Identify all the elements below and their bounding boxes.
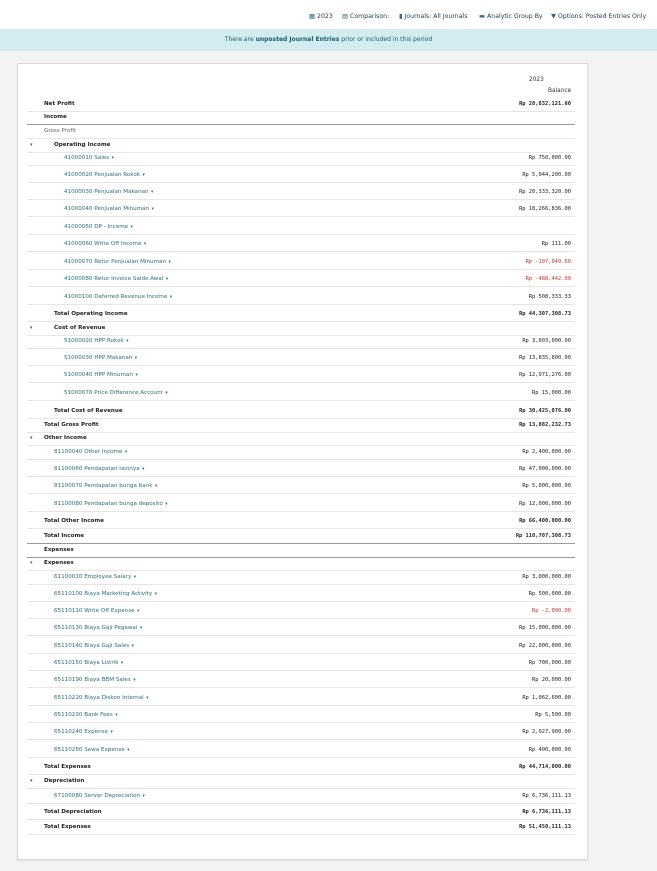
- row-balance: Rp 20,333,320.00: [519, 189, 571, 195]
- row-label[interactable]: 65110240 Expense ▾: [54, 729, 113, 735]
- account-dropdown-icon[interactable]: ▾: [129, 225, 133, 230]
- row-balance: Rp 22,000,000.00: [519, 643, 571, 649]
- row-balance: Rp 15,000,000.00: [519, 625, 571, 631]
- row-label[interactable]: 51000030 HPP Makanan ▾: [64, 355, 138, 361]
- report-row[interactable]: [27, 220, 575, 235]
- row-balance: Rp 6,736,111.13: [522, 793, 571, 799]
- options-filter-label: Options: Posted Entries Only: [557, 13, 647, 20]
- report-row[interactable]: [27, 368, 575, 383]
- row-balance: Rp 44,714,000.00: [519, 764, 571, 770]
- comparison-filter-label: Comparison:: [350, 13, 390, 20]
- account-dropdown-icon[interactable]: ▾: [141, 173, 145, 178]
- collapse-caret-icon[interactable]: ▾: [30, 778, 33, 784]
- row-balance: Rp 47,000,000.00: [519, 466, 571, 472]
- row-label[interactable]: 65110230 Bank Fees ▾: [54, 712, 118, 718]
- toolbar: [0, 0, 657, 29]
- report-row[interactable]: [27, 708, 575, 723]
- report-row: [27, 307, 575, 322]
- account-dropdown-icon[interactable]: ▾: [144, 696, 149, 701]
- report-row: [27, 529, 575, 544]
- row-label[interactable]: 65110140 Biaya Gaji Sales ▾: [54, 643, 134, 649]
- comparison-filter-button[interactable]: [342, 12, 389, 20]
- row-balance: Rp 5,000,000.00: [522, 483, 571, 489]
- account-dropdown-icon[interactable]: ▾: [149, 190, 154, 195]
- row-balance: Rp 18,266,836.00: [519, 206, 571, 212]
- row-label: Gross Profit: [44, 128, 77, 134]
- account-dropdown-icon[interactable]: ▾: [109, 730, 113, 735]
- report-row[interactable]: [27, 462, 575, 477]
- row-label: Total Depreciation: [44, 809, 102, 815]
- account-dropdown-icon[interactable]: ▾: [141, 794, 145, 799]
- row-balance: Rp 110,707,308.73: [515, 533, 571, 539]
- row-label[interactable]: 41000080 Retur Invoice Saldo Awal ▾: [64, 276, 169, 282]
- row-label: Net Profit: [44, 101, 75, 107]
- report-row[interactable]: [27, 570, 575, 585]
- row-label[interactable]: 65110110 Write Off Expense ▾: [54, 608, 140, 614]
- row-label[interactable]: 81100070 Pendapatan bunga bank ▾: [54, 483, 158, 489]
- row-label: Total Gross Profit: [44, 422, 99, 428]
- calendar-icon: ▦: [309, 12, 316, 20]
- row-balance: Rp 13,835,800.00: [519, 355, 571, 361]
- report-row[interactable]: [27, 151, 575, 166]
- row-balance: Rp 2,027,900.00: [522, 729, 571, 735]
- row-balance: Rp 15,000.00: [532, 390, 571, 396]
- row-balance: Rp 30,425,076.00: [519, 408, 571, 414]
- row-label: Operating Income: [54, 142, 111, 148]
- row-label: Expenses: [44, 547, 74, 553]
- row-balance: Rp 20,000.00: [532, 677, 571, 683]
- report-row: [27, 774, 575, 789]
- row-balance: Rp 3,603,000.00: [522, 338, 571, 344]
- row-balance: Rp 400,000.00: [528, 747, 571, 753]
- report-row[interactable]: [27, 272, 575, 287]
- account-dropdown-icon[interactable]: ▾: [168, 295, 173, 300]
- account-dropdown-icon[interactable]: ▾: [140, 467, 145, 472]
- account-dropdown-icon[interactable]: ▾: [167, 260, 171, 265]
- row-balance: Rp 12,971,276.00: [519, 372, 571, 378]
- row-balance: Rp 5,500.00: [535, 712, 571, 718]
- account-dropdown-icon[interactable]: ▾: [110, 156, 114, 161]
- row-label[interactable]: 41000070 Retur Penjualan Minuman ▾: [64, 259, 171, 265]
- report-row: [27, 556, 575, 571]
- row-label[interactable]: 51000070 Price Difference Account ▾: [64, 390, 168, 396]
- account-dropdown-icon[interactable]: ▾: [125, 748, 130, 753]
- report-row: [27, 514, 575, 529]
- row-balance: Rp -2,000.00: [532, 608, 571, 614]
- row-balance: Rp 700,000.00: [528, 660, 571, 666]
- report-row[interactable]: [27, 237, 575, 252]
- report-row[interactable]: [27, 479, 575, 494]
- row-label[interactable]: 41000050 DP - Income ▾: [64, 224, 133, 230]
- row-label[interactable]: 81100040 Other Income ▾: [54, 449, 128, 455]
- row-balance: Rp 5,044,200.00: [522, 172, 571, 178]
- row-label: Total Cost of Revenue: [54, 408, 123, 414]
- folder-icon: ▬: [479, 12, 486, 20]
- row-label[interactable]: 81100060 Pendapatan lainnya ▾: [54, 466, 145, 472]
- report-row[interactable]: [27, 351, 575, 366]
- account-dropdown-icon[interactable]: ▾: [153, 592, 157, 597]
- report-row[interactable]: [27, 334, 575, 349]
- account-dropdown-icon[interactable]: ▾: [133, 373, 138, 378]
- report-row: [27, 760, 575, 775]
- row-balance: Rp 500,000.00: [528, 591, 571, 597]
- account-dropdown-icon[interactable]: ▾: [113, 713, 118, 718]
- account-dropdown-icon[interactable]: ▾: [153, 484, 158, 489]
- collapse-caret-icon[interactable]: ▾: [30, 142, 33, 148]
- collapse-caret-icon[interactable]: ▾: [30, 435, 33, 441]
- journals-filter-button[interactable]: [399, 12, 467, 20]
- report-row[interactable]: [27, 185, 575, 200]
- row-label: Total Expenses: [44, 824, 91, 830]
- report-row[interactable]: [27, 621, 575, 636]
- report-row[interactable]: [27, 639, 575, 654]
- account-dropdown-icon[interactable]: ▾: [133, 356, 138, 361]
- row-balance: Rp 111.00: [541, 241, 571, 247]
- column-year-header: 2023: [529, 77, 544, 83]
- row-balance: Rp 508,333.33: [528, 294, 571, 300]
- row-label[interactable]: 41000010 Sales ▾: [64, 155, 114, 161]
- report-row: [27, 124, 575, 139]
- row-label[interactable]: 81100080 Pendapatan bunga deposito ▾: [54, 501, 168, 507]
- report-row[interactable]: [27, 445, 575, 460]
- row-label: Total Expenses: [44, 764, 91, 770]
- report-row: [27, 404, 575, 419]
- row-balance: Rp 6,736,111.13: [522, 809, 571, 815]
- row-balance: Rp 66,400,000.00: [519, 518, 571, 524]
- row-balance: Rp -488,442.00: [525, 276, 571, 282]
- account-dropdown-icon[interactable]: ▾: [142, 242, 147, 247]
- report-row[interactable]: [27, 691, 575, 706]
- row-balance: Rp 51,450,111.13: [519, 824, 571, 830]
- journals-filter-label: Journals: All Journals: [404, 13, 468, 20]
- row-label[interactable]: 51000020 HPP Rokok ▾: [64, 338, 129, 344]
- row-label[interactable]: 41000020 Penjualan Rokok ▾: [64, 172, 145, 178]
- report-row[interactable]: [27, 725, 575, 740]
- row-label: Other Income: [44, 435, 87, 441]
- unposted-entries-link[interactable]: unposted Journal Entries: [255, 36, 340, 43]
- account-dropdown-icon[interactable]: ▾: [163, 502, 168, 507]
- report-row[interactable]: [27, 656, 575, 671]
- report-row[interactable]: [27, 290, 575, 305]
- row-label: Depreciation: [44, 778, 85, 784]
- report-row: [27, 431, 575, 446]
- row-label: Expenses: [44, 560, 74, 566]
- row-balance: Rp 3,000,000.00: [522, 574, 571, 580]
- account-dropdown-icon[interactable]: ▾: [132, 575, 137, 580]
- row-label[interactable]: 65110250 Sewa Expense ▾: [54, 747, 130, 753]
- period-filter-label: 2023: [317, 13, 333, 20]
- report-row[interactable]: [27, 497, 575, 512]
- row-balance: Rp 2,400,000.00: [522, 449, 571, 455]
- report-row[interactable]: [27, 673, 575, 688]
- account-dropdown-icon[interactable]: ▾: [150, 207, 154, 212]
- column-balance-header: Balance: [548, 88, 572, 94]
- report-row[interactable]: [27, 743, 575, 758]
- row-label[interactable]: 65110130 Biaya Gaji Pegawai ▾: [54, 625, 143, 631]
- row-balance: Rp -107,049.60: [525, 259, 571, 265]
- row-label[interactable]: 65110150 Biaya Listrik ▾: [54, 660, 124, 666]
- row-balance: Rp 44,307,308.73: [519, 311, 571, 317]
- banner-prefix: There are: [224, 36, 254, 43]
- account-dropdown-icon[interactable]: ▾: [130, 644, 134, 649]
- bar-chart-icon: ▤: [342, 12, 349, 20]
- account-dropdown-icon[interactable]: ▾: [163, 391, 168, 396]
- report-row: [27, 805, 575, 820]
- row-label[interactable]: 67100080 Server Depreciation ▾: [54, 793, 145, 799]
- report-row[interactable]: [27, 202, 575, 217]
- options-filter-button[interactable]: [551, 12, 646, 20]
- report-row[interactable]: [27, 587, 575, 602]
- row-balance: Rp 28,832,121.60: [519, 101, 571, 107]
- report-row: [27, 110, 575, 125]
- account-dropdown-icon[interactable]: ▾: [124, 339, 129, 344]
- analytic-group-label: Analytic Group By: [487, 13, 543, 20]
- row-label[interactable]: 51000040 HPP Minuman ▾: [64, 372, 138, 378]
- collapse-caret-icon[interactable]: ▾: [30, 325, 33, 331]
- row-label: Cost of Revenue: [54, 325, 106, 331]
- report-row[interactable]: [27, 386, 575, 401]
- account-dropdown-icon[interactable]: ▾: [138, 626, 143, 631]
- row-label[interactable]: 65110190 Biaya BBM Sales ▾: [54, 677, 136, 683]
- row-label[interactable]: 65110100 Biaya Marketing Activity ▾: [54, 591, 157, 597]
- row-label: Total Income: [44, 533, 85, 539]
- row-label: Total Other Income: [44, 518, 104, 524]
- row-label: Income: [44, 114, 67, 120]
- row-label: Total Operating Income: [54, 311, 128, 317]
- report-row[interactable]: [27, 255, 575, 270]
- row-label[interactable]: 41000040 Penjualan Minuman ▾: [64, 206, 154, 212]
- row-balance: Rp 12,000,000.00: [519, 501, 571, 507]
- collapse-caret-icon[interactable]: ▾: [30, 560, 33, 566]
- row-label[interactable]: 41000060 Write Off Income ▾: [64, 241, 147, 247]
- row-balance: Rp 13,882,232.73: [519, 422, 571, 428]
- row-label[interactable]: 41000100 Deferred Revenue Income ▾: [64, 294, 173, 300]
- book-icon: ▮: [399, 12, 403, 20]
- row-balance: Rp 1,062,600.00: [522, 695, 571, 701]
- period-filter-button[interactable]: [309, 12, 333, 20]
- banner-suffix: prior or included in this period: [341, 36, 433, 43]
- analytic-group-button[interactable]: [479, 12, 543, 20]
- report-row[interactable]: [27, 789, 575, 804]
- unposted-entries-banner: [0, 29, 657, 51]
- account-dropdown-icon[interactable]: ▾: [119, 661, 124, 666]
- account-dropdown-icon[interactable]: ▾: [164, 277, 169, 282]
- row-label[interactable]: 61100010 Employee Salary ▾: [54, 574, 137, 580]
- row-label[interactable]: 65110220 Biaya Diskon Internal ▾: [54, 695, 149, 701]
- row-balance: Rp 750,000.00: [528, 155, 571, 161]
- report-row[interactable]: [27, 604, 575, 619]
- row-label[interactable]: 41000030 Penjualan Makanan ▾: [64, 189, 154, 195]
- filter-icon: ▼: [551, 12, 556, 20]
- report-row[interactable]: [27, 168, 575, 183]
- account-dropdown-icon[interactable]: ▾: [131, 678, 136, 683]
- report-row: [27, 820, 575, 835]
- account-dropdown-icon[interactable]: ▾: [123, 450, 128, 455]
- account-dropdown-icon[interactable]: ▾: [135, 609, 140, 614]
